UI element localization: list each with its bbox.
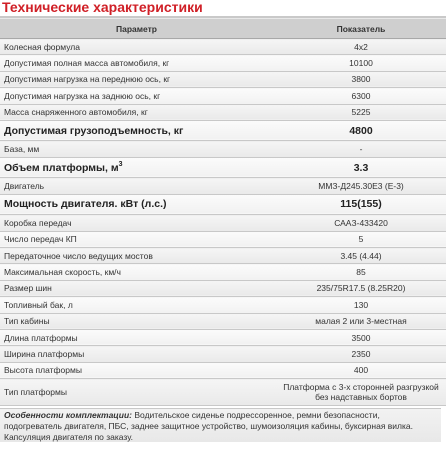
- row-label: Высота платформы: [0, 362, 273, 378]
- row-value: 5225: [273, 104, 446, 120]
- page-title: Технические характеристики: [2, 0, 203, 15]
- row-value: 130: [273, 297, 446, 313]
- row-label: Двигатель: [0, 178, 273, 194]
- row-value: ММЗ-Д245.30Е3 (Е-3): [273, 178, 446, 194]
- row-value: 3500: [273, 329, 446, 345]
- row-value: Платформа с 3-х сторонней разгрузкой без надставных бортов: [273, 379, 446, 406]
- table-row: [0, 39, 446, 55]
- row-label: Максимальная скорость, км/ч: [0, 264, 273, 280]
- row-label: Тип кабины: [0, 313, 273, 329]
- table-row: [0, 280, 446, 296]
- row-value: САAЗ-433420: [273, 215, 446, 231]
- row-label: Колесная формула: [0, 39, 273, 55]
- table-header-row: [0, 19, 446, 39]
- row-value: 10100: [273, 55, 446, 71]
- row-value: 85: [273, 264, 446, 280]
- row-label: Ширина платформы: [0, 346, 273, 362]
- row-value: 5: [273, 231, 446, 247]
- row-value: 400: [273, 362, 446, 378]
- column-header-value: Показатель: [273, 19, 446, 39]
- row-label: [0, 157, 273, 178]
- table-row: [0, 215, 446, 231]
- table-row: [0, 178, 446, 194]
- table-row: [0, 231, 446, 247]
- row-value: 6300: [273, 88, 446, 104]
- table-row: [0, 362, 446, 378]
- table-row: [0, 379, 446, 406]
- row-value: 3800: [273, 71, 446, 87]
- row-value: малая 2 или 3-местная: [273, 313, 446, 329]
- superscript-unit: 3: [118, 160, 123, 168]
- row-label-text: Объем платформы, м: [4, 161, 119, 174]
- table-row: [0, 297, 446, 313]
- notes-label: Особенности комплектации:: [4, 410, 133, 420]
- table-row: [0, 71, 446, 87]
- row-value: 3.45 (4.44): [273, 248, 446, 264]
- row-label: Допустимая грузоподъемность, кг: [0, 120, 273, 141]
- spec-table-container: [0, 16, 446, 406]
- row-label: Допустимая нагрузка на переднюю ось, кг: [0, 71, 273, 87]
- row-label: Коробка передач: [0, 215, 273, 231]
- table-row-highlight: [0, 120, 446, 141]
- table-row: [0, 141, 446, 157]
- row-label: Мощность двигателя. кВт (л.с.): [0, 194, 273, 215]
- row-value: 2350: [273, 346, 446, 362]
- table-row: [0, 88, 446, 104]
- table-row-highlight: [0, 194, 446, 215]
- row-label: Передаточное число ведущих мостов: [0, 248, 273, 264]
- row-label: Масса снаряженного автомобиля, кг: [0, 104, 273, 120]
- row-value: 115(155): [273, 194, 446, 215]
- table-row: [0, 264, 446, 280]
- table-row: [0, 104, 446, 120]
- spec-table: [0, 18, 446, 406]
- table-row: [0, 329, 446, 345]
- row-value: 3.3: [273, 157, 446, 178]
- table-row-highlight: [0, 157, 446, 178]
- table-row: [0, 55, 446, 71]
- row-value: 235/75R17.5 (8.25R20): [273, 280, 446, 296]
- column-header-param: Параметр: [0, 19, 273, 39]
- row-label: Допустимая полная масса автомобиля, кг: [0, 55, 273, 71]
- notes-text: Водительское сиденье подрессоренное, ремни безопасности, подогреватель двигателя, ПБС, заднее защитное устройство, шумоизоляция кабины, буксирная вилка.: [4, 410, 414, 431]
- row-value: 4x2: [273, 39, 446, 55]
- row-label: Число передач КП: [0, 231, 273, 247]
- row-value: -: [273, 141, 446, 157]
- equipment-notes: [0, 408, 441, 442]
- row-label: Длина платформы: [0, 329, 273, 345]
- row-label: Топливный бак, л: [0, 297, 273, 313]
- table-row: [0, 346, 446, 362]
- row-label: База, мм: [0, 141, 273, 157]
- table-row: [0, 248, 446, 264]
- row-label: Тип платформы: [0, 379, 273, 406]
- row-label: Размер шин: [0, 280, 273, 296]
- table-row: [0, 313, 446, 329]
- row-value: 4800: [273, 120, 446, 141]
- notes-line2: Капсуляция двигателя по заказу.: [4, 432, 133, 442]
- row-label: Допустимая нагрузка на заднюю ось, кг: [0, 88, 273, 104]
